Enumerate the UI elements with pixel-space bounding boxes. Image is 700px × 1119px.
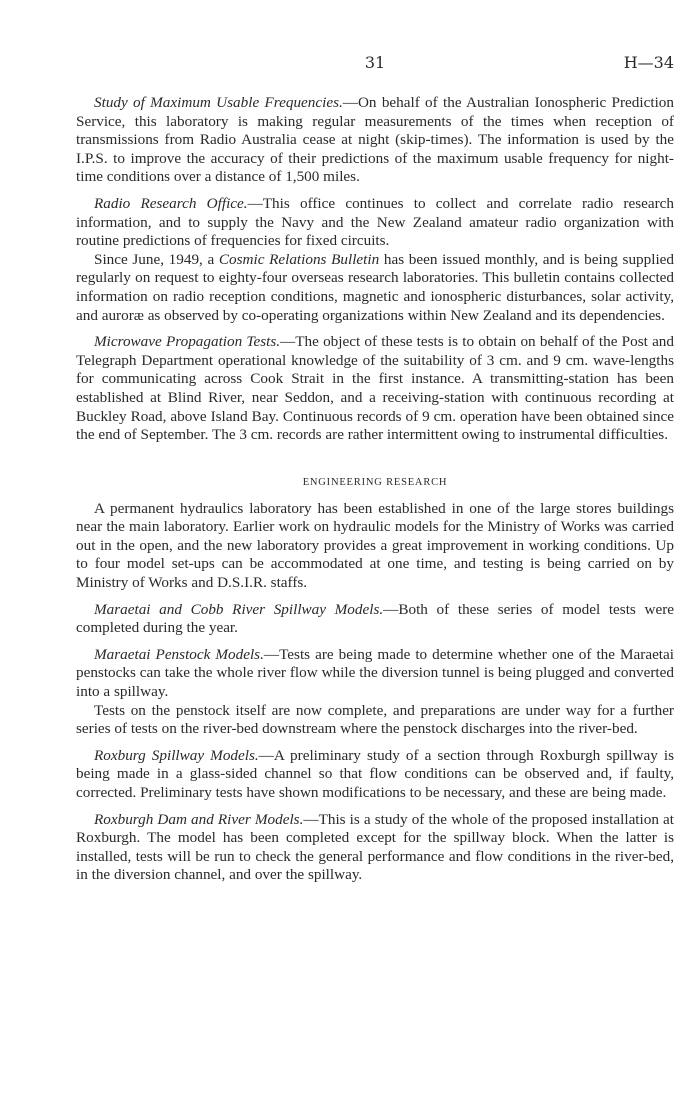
paragraph-lead-text: Since June, 1949, a [94, 250, 219, 268]
paragraph-text: has been issued monthly, and is being supplied regularly on request to eighty-four overseas research laboratories. This bulletin contains collected information on radio reception conditions, magnetic and ionospheric disturbances, solar activity, and auroræ as observed by co-operating organizations within New Zealand and its dependencies. [76, 250, 675, 324]
paragraph-maraetai-cobb-spillway [76, 601, 674, 638]
paragraph-text: —Tests are being made to determine whether one of the Maraetai penstocks can take the whole river flow while the diversion tunnel is being plugged and converted into a spillway. [76, 645, 674, 701]
paragraph-hydraulics-laboratory [76, 500, 674, 593]
paragraph-text: —This is a study of the whole of the proposed installation at Roxburgh. The model has been completed except for the spillway block. When the latter is installed, tests will be run to check the general performance and flow conditions in the river-bed, in the diversion channel, and over the spillway. [76, 810, 674, 884]
bulletin-title: Cosmic Relations Bulletin [218, 250, 380, 268]
paragraph-text: —The object of these tests is to obtain on behalf of the Post and Telegraph Department operational knowledge of the suitability of 3 cm. and 9 cm. wave-lengths for communicating across Cook Strait in the first instance. A transmitting-station has been established at Blind River, near Seddon, and a receiving-station with continuous recording at Buckley Road, above Island Bay. Continuous records of 9 cm. operation have been obtained since the end of September. The 3 cm. records are rather intermittent owing to instrumental difficulties. [76, 333, 674, 444]
paragraph-heading: Maraetai and Cobb River Spillway Models. [94, 600, 384, 618]
paragraph-heading: Roxburgh Dam and River Models. [94, 810, 304, 828]
paragraph-microwave-propagation-tests [76, 333, 674, 445]
paragraph-text: —On behalf of the Australian Ionospheric Prediction Service, this laboratory is making regular measurements of the times when reception of transmissions from Radio Australia cease at night (skip-times). The information is used by the I.P.S. to improve the accuracy of their predictions of the maximum usable frequency for night-time conditions over a distance of 1,500 miles. [76, 94, 674, 186]
paragraph-heading: Maraetai Penstock Models. [94, 645, 264, 663]
paragraph-heading: Microwave Propagation Tests. [94, 333, 281, 351]
section-heading: ENGINEERING RESEARCH [302, 476, 448, 488]
page-number: 31 [364, 53, 386, 72]
paragraph-cosmic-relations-bulletin [76, 251, 674, 325]
paragraph-text: —Both of these series of model tests were completed during the year. [76, 600, 674, 637]
paragraph-text: —A preliminary study of a section through Roxburgh spillway is being made in a glass-sided channel so that flow conditions can be observed and, if faulty, corrected. Preliminary tests have shown modifications to be necessary, and these are being made. [76, 746, 674, 801]
paragraph-text: A permanent hydraulics laboratory has been established in one of the large stores buildings near the main laboratory. Earlier work on hydraulic models for the Ministry of Works was carried out in the open, and the new laboratory provides a great improvement in working conditions. Up to four model set-ups can be accommodated at one time, and testing is being carried on by Ministry of Works and D.S.I.R. staffs. [76, 499, 674, 592]
paragraph-text: Tests on the penstock itself are now complete, and preparations are under way for a further series of tests on the river-bed downstream where the penstock discharges into the river-bed. [76, 701, 674, 738]
paragraph-heading: Roxburg Spillway Models. [94, 746, 259, 764]
paragraph-roxburgh-dam-river [76, 811, 674, 885]
paragraph-roxburg-spillway [76, 747, 674, 803]
document-reference: H—34 [623, 53, 674, 72]
paragraph-maraetai-penstock [76, 646, 674, 702]
paragraph-radio-research-office [76, 195, 674, 251]
paragraph-penstock-tests [76, 702, 674, 739]
paragraph-heading: Radio Research Office. [94, 194, 248, 212]
page-header [76, 52, 674, 74]
paragraph-heading: Study of Maximum Usable Frequencies. [94, 94, 343, 111]
paragraph-text: —This office continues to collect and correlate radio research information, and to supply the Navy and the New Zealand amateur radio organization with routine predictions of frequencies for fixed circuits. [76, 194, 674, 250]
paragraph-maximum-usable-frequencies [76, 94, 674, 187]
document-page [76, 0, 674, 1119]
body-text [76, 94, 674, 885]
